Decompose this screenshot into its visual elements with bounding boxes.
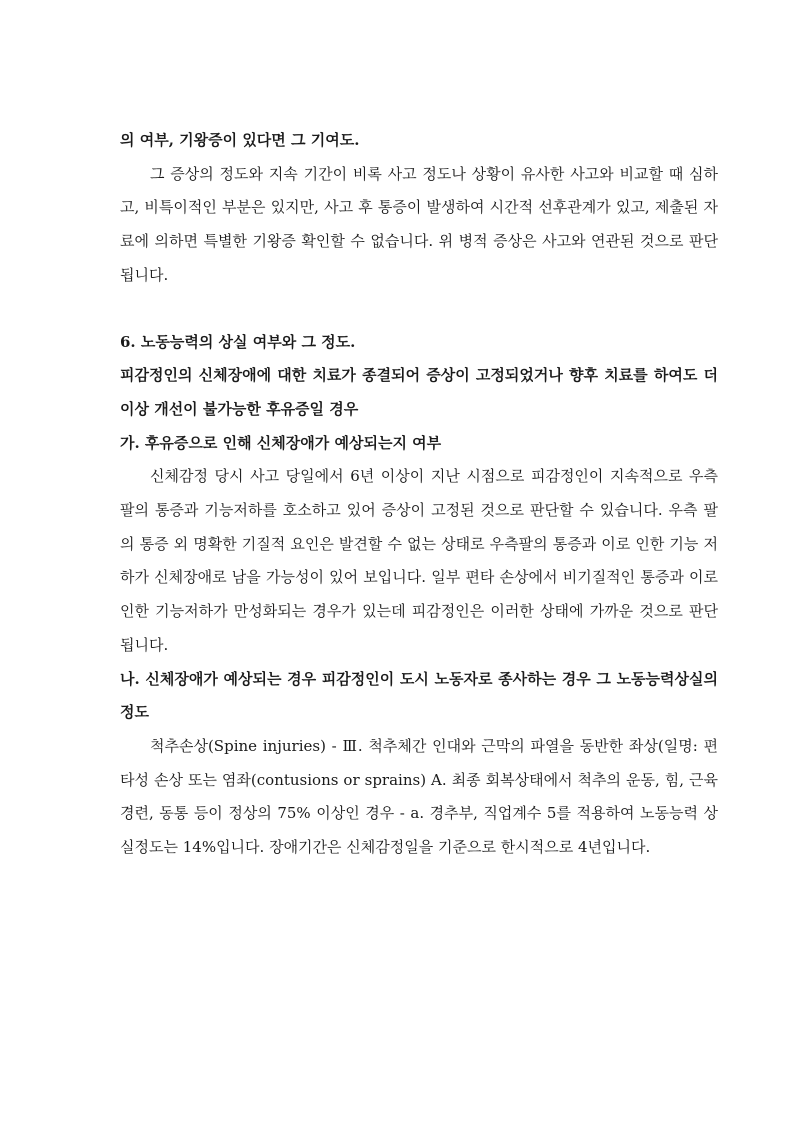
section-6-intro: 피감정인의 신체장애에 대한 치료가 종결되어 증상이 고정되었거나 향후 치료를 하여도 더 이상 개선이 불가능한 후유증일 경우 — [120, 366, 718, 418]
subsection-b-title: 나. 신체장애가 예상되는 경우 피감정인이 도시 노동자로 종사하는 경우 그 노동능력상실의 정도 — [120, 669, 718, 722]
subsection-a-title: 가. 후유증으로 인해 신체장애가 예상되는지 여부 — [120, 433, 442, 452]
subsection-b-body: 척추손상(Spine injuries) - Ⅲ. 척추체간 인대와 근막의 파열을 동반한 좌상(일명: 편타성 손상 또는 염좌(contusions or sprains) A. 최종 회복상태에서 척추의 운동, 힘, 근육경련, 동통 등이 정상의 75% 이상인 경우 - a. 경추부, 직업계수 5를 적용하여 노동능력 상실정도는 14%입니다. 장애기간은 신체감정일을 기준으로 한시적으로 4년입니다. — [120, 736, 718, 857]
paragraph-causality: 그 증상의 정도와 지속 기간이 비록 사고 정도나 상황이 유사한 사고와 비교할 때 심하고, 비특이적인 부분은 있지만, 사고 후 통증이 발생하여 시간적 선후관계가 있고, 제출된 자료에 의하면 특별한 기왕증 확인할 수 없습니다. 위 병적 증상은 사고와 연관된 것으로 판단됩니다. — [120, 164, 718, 284]
paragraph-contribution-heading: 의 여부, 기왕증이 있다면 그 기여도. — [120, 131, 360, 149]
subsection-a-body: 신체감정 당시 사고 당일에서 6년 이상이 지난 시점으로 피감정인이 지속적으로 우측 팔의 통증과 기능저하를 호소하고 있어 증상이 고정된 것으로 판단할 수 있습니다. 우측 팔의 통증 외 명확한 기질적 요인은 발견할 수 없는 상태로 우측팔의 통증과 이로 인한 기능 저하가 신체장애로 남을 가능성이 있어 보입니다. 일부 편타 손상에서 비기질적인 통증과 이로 인한 기능저하가 만성화되는 경우가 있는데 피감정인은 이러한 상태에 가까운 것으로 판단됩니다. — [120, 467, 718, 654]
section-6-title: 6. 노동능력의 상실 여부와 그 정도. — [120, 332, 356, 351]
spacer — [120, 293, 718, 326]
